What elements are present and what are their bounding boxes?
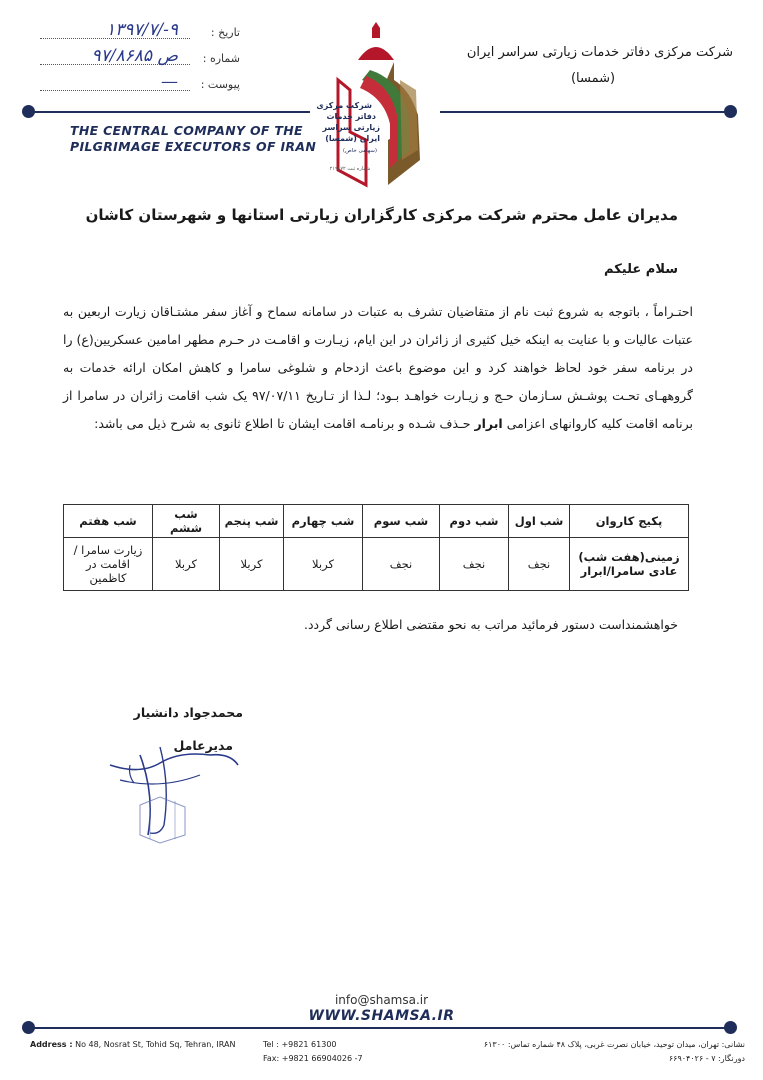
company-name-en-line1: THE CENTRAL COMPANY OF THE — [70, 123, 303, 138]
table-cell: نجف — [440, 538, 509, 591]
footer-fax-fa: دورنگار: ۷ - ۶۶۹۰۴۰۲۶ — [668, 1054, 745, 1063]
letter-closing: خواهشمنداست دستور فرمائید مراتب به نحو مقتضی اطلاع رسانی گردد. — [304, 617, 678, 632]
footer-contact — [263, 1038, 363, 1066]
letter-meta — [40, 20, 240, 98]
footer-website: WWW.SHAMSA.IR — [308, 1008, 455, 1024]
logo-text-line: زیارتی سراسر — [322, 123, 380, 132]
company-name-fa-line1: شرکت مرکزی دفاتر خدمات زیارتی سراسر ایران — [466, 45, 733, 60]
footer-address-en — [30, 1040, 235, 1049]
attachment-row — [40, 72, 240, 98]
caravan-schedule-table — [63, 504, 689, 591]
footer-tel: Tel : +9821 61300 — [263, 1040, 337, 1049]
company-name-fa — [433, 40, 733, 92]
address-en-label: Address : — [30, 1040, 73, 1049]
table-row — [64, 538, 689, 591]
header-dot-right-icon — [724, 105, 737, 118]
table-cell: کربلا — [153, 538, 220, 591]
company-logo-icon — [310, 20, 440, 190]
table-cell: کربلا — [284, 538, 363, 591]
header-dot-left-icon — [22, 105, 35, 118]
logo-text-line: (سهامی خاص) — [342, 148, 378, 154]
signature-stamp-icon — [100, 735, 250, 845]
date-value: ۱۳۹۷/۷/-۹ — [106, 20, 178, 40]
footer-email: info@shamsa.ir — [334, 993, 429, 1007]
footer-dot-right-icon — [724, 1021, 737, 1034]
letter-greeting: سلام علیکم — [604, 262, 678, 277]
paragraph-text-part2: حـذف شـده و برنامـه اقامت ایشان تا اطلاع ثانوی به شرح ذیل می باشد: — [94, 416, 471, 431]
table-cell: زمینی(هفت شب) عادی سامرا/ابرار — [570, 538, 689, 591]
signer-title: مدیرعامل — [173, 738, 233, 753]
company-name-en-line2: PILGRIMAGE EXECUTORS OF IRAN — [70, 139, 317, 154]
logo-registration: شماره ثبت ۲۱۹۸۷۲ — [329, 166, 371, 172]
header-divider-right — [440, 111, 730, 113]
table-header-row — [64, 505, 689, 538]
company-name-en — [70, 123, 316, 155]
table-cell: کربلا — [220, 538, 284, 591]
table-header-cell: پکیج کاروان — [570, 505, 689, 538]
signer-name: محمدجواد دانشیار — [133, 705, 243, 720]
table-header-cell: شب پنجم — [220, 505, 284, 538]
date-label: تاریخ : — [210, 26, 240, 39]
table-header-cell: شب چهارم — [284, 505, 363, 538]
table-header-cell: شب سوم — [363, 505, 440, 538]
footer-dot-left-icon — [22, 1021, 35, 1034]
letter-paragraph — [63, 298, 693, 438]
number-label: شماره : — [202, 52, 240, 65]
table-header-cell: شب ششم — [153, 505, 220, 538]
paragraph-bold-text: ابرار — [474, 416, 503, 431]
logo-text-line: ایران (شمسا) — [325, 134, 380, 143]
footer-divider — [30, 1027, 730, 1029]
header-divider-left — [30, 111, 310, 113]
address-en-value: No 48, Nosrat St, Tohid Sq, Tehran, IRAN — [75, 1040, 236, 1049]
svg-text:شرکت مرکزی دفاتر خدمات — [314, 101, 381, 143]
date-row — [40, 20, 240, 46]
table-header-cell: شب اول — [509, 505, 570, 538]
logo-text-line: شرکت مرکزی — [316, 101, 372, 110]
number-value: ۹۷/۸۶۸۵ ص — [91, 46, 178, 66]
attachment-value: — — [161, 72, 178, 92]
table-cell: نجف — [363, 538, 440, 591]
table-header-cell: شب هفتم — [64, 505, 153, 538]
attachment-label: پیوست : — [200, 78, 240, 91]
paragraph-text-part1: احتـراماً ، باتوجه به شروع ثبت نام از متقاضیان تشرف به عتبات در سامانه سماح و آغاز سفر مشتـاقان زیارت اربعین به عتبات عالیات و با عنایت به اینکه خیل کثیری از زائران در این ایام، زیـارت و اقامـت در حـرم مطهر امامین عسکریین(ع) را در برنامه سفر خود لحاظ خواهند کرد و این موضوع باعث ازدحام و شلوغی سامرا و کاهش امکان ارائه خدمات به گروههـای تحـت پوشـش سـازمان حـج و زیـارت خواهـد بـود؛ لـذا از تـاریخ ۹۷/۰۷/۱۱ یک شب اقامت زائران در سامرا از برنامه اقامت کلیه کاروانهای اعزامی — [63, 304, 693, 431]
footer-address-fa-line: نشانی: تهران، میدان توحید، خیابان نصرت غربی، پلاک ۴۸ شماره تماس: ۶۱۳۰۰ — [483, 1040, 745, 1049]
table-header-cell: شب دوم — [440, 505, 509, 538]
letter-addressee: مدیران عامل محترم شرکت مرکزی کارگزاران زیارتی استانها و شهرستان کاشان — [85, 206, 678, 224]
table-cell: زیارت سامرا /اقامت در کاظمین — [64, 538, 153, 591]
footer-fax: Fax: +9821 66904026 -7 — [263, 1054, 363, 1063]
logo-text-line: دفاتر خدمات — [326, 112, 376, 121]
table-cell: نجف — [509, 538, 570, 591]
number-row — [40, 46, 240, 72]
footer-address-fa — [385, 1038, 745, 1066]
company-abbreviation: (شمسا) — [570, 71, 616, 86]
